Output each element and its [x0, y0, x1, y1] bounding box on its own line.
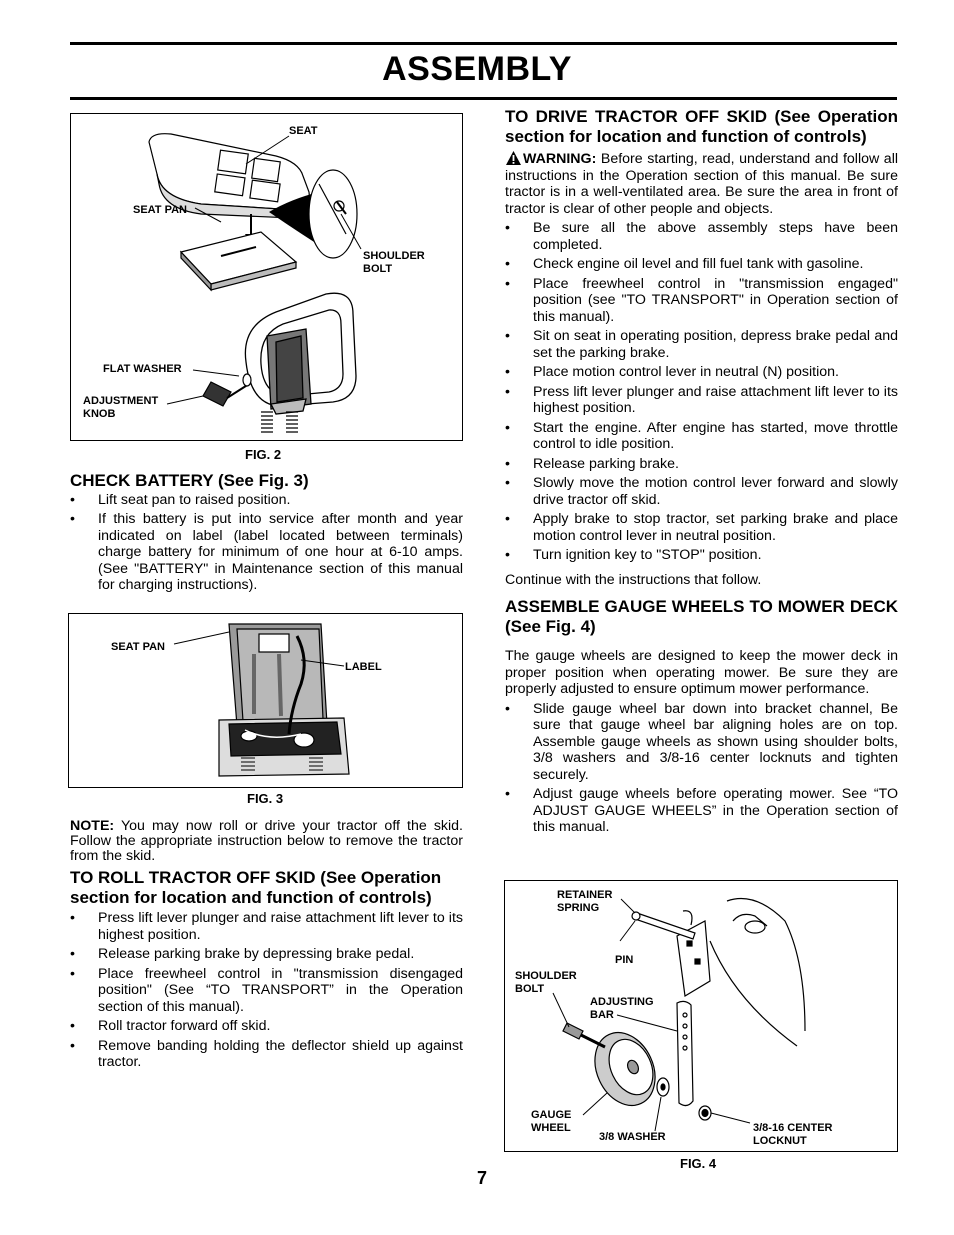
- figure-4-caption: FIG. 4: [680, 1156, 717, 1171]
- list-item: • Remove banding holding the deflector shield up against tractor.: [70, 1038, 463, 1071]
- list-item: • If this battery is put into service after month and year indicated on label (label located between terminals) charge battery for minimum of one hour at 6-10 amps. (See "BATTERY" in Maintenance section of this manual for charging instructions).: [70, 511, 463, 594]
- continue-text: Continue with the instructions that follow.: [505, 571, 762, 588]
- list-item: • Press lift lever plunger and raise attachment lift lever to its highest position.: [70, 910, 463, 943]
- list-item: • Release parking brake.: [505, 456, 898, 473]
- list-item: • Roll tractor forward off skid.: [70, 1018, 463, 1035]
- drive-off-section: [505, 107, 898, 839]
- label-retainer-spring-line2: SPRING: [557, 902, 600, 914]
- gauge-wheels-heading: ASSEMBLE GAUGE WHEELS TO MOWER DECK (See Fig. 4): [505, 597, 898, 636]
- figure-3-caption: FIG. 3: [247, 791, 284, 806]
- adjusting-bar-drawing: [677, 1001, 693, 1105]
- gauge-wheels-intro: The gauge wheels are designed to keep the mower deck in proper position when operating mower. Be sure they are properly adjusted to ensure optimum mower performance.: [505, 648, 898, 697]
- pin-drawing: [632, 911, 695, 939]
- figure-2: [70, 113, 463, 441]
- warning-icon: [505, 150, 522, 166]
- mower-deck-drawing: [710, 899, 805, 1047]
- warning-label: WARNING:: [523, 151, 597, 167]
- label-gauge-wheel-line2: WHEEL: [531, 1122, 571, 1134]
- label-retainer-spring-line1: RETAINER: [557, 889, 613, 901]
- washer-drawing: [657, 1078, 669, 1096]
- list-item: • Adjust gauge wheels before operating mower. See “TO ADJUST GAUGE WHEELS” in the Operation section of this manual.: [505, 786, 898, 836]
- seat-pan-raised-drawing: [245, 293, 356, 414]
- figure-2-caption: FIG. 2: [245, 447, 282, 462]
- list-item: • Sit on seat in operating position, depress brake pedal and set the parking brake.: [505, 328, 898, 361]
- figure-3: [68, 613, 463, 788]
- label-washer: 3/8 WASHER: [599, 1131, 666, 1143]
- label-shoulder-bolt-line1: SHOULDER: [363, 250, 425, 262]
- drive-off-list: [505, 220, 898, 564]
- seat-pan-drawing: [181, 232, 296, 290]
- list-item: • Slowly move the motion control lever forward and slowly drive tractor off skid.: [505, 475, 898, 508]
- label-shoulder-bolt-line2: BOLT: [363, 263, 393, 275]
- label-label: LABEL: [345, 661, 382, 673]
- label-adjustment-knob-line1: ADJUSTMENT: [83, 395, 159, 407]
- label-locknut-line2: LOCKNUT: [753, 1135, 807, 1147]
- list-item: • Press lift lever plunger and raise attachment lift lever to its highest position.: [505, 384, 898, 417]
- list-item: • Place motion control lever in neutral (N) position.: [505, 364, 898, 381]
- list-item: • Check engine oil level and fill fuel tank with gasoline.: [505, 256, 898, 273]
- seat-assembly-diagram: [71, 114, 461, 439]
- label-adjusting-bar-line1: ADJUSTING: [590, 996, 654, 1008]
- label-pin: PIN: [615, 954, 634, 966]
- drive-off-heading: TO DRIVE TRACTOR OFF SKID (See Operation section for location and function of controls): [505, 107, 898, 146]
- check-battery-section: [70, 471, 463, 597]
- springs-drawing: [261, 412, 298, 432]
- list-item: • Apply brake to stop tractor, set parking brake and place motion control lever in neutral position.: [505, 511, 898, 544]
- gauge-wheels-list: [505, 701, 898, 836]
- label-adjustment-knob-line2: KNOB: [83, 408, 116, 420]
- label-adjusting-bar-line2: BAR: [590, 1009, 614, 1021]
- gauge-wheel-diagram: [505, 881, 896, 1150]
- label-seat: SEAT: [289, 125, 318, 137]
- note-section: [70, 819, 463, 1074]
- label-seat-pan: SEAT PAN: [133, 204, 187, 216]
- list-item: • Turn ignition key to "STOP" position.: [505, 547, 898, 564]
- seat-pan-raised-drawing: [229, 624, 327, 726]
- note-text: You may now roll or drive your tractor off the skid. Follow the appropriate instruction below to remove the tractor from the skid.: [70, 818, 463, 864]
- battery-tray-drawing: [219, 718, 349, 776]
- title-rule: [70, 97, 897, 100]
- list-item: • Be sure all the above assembly steps have been completed.: [505, 220, 898, 253]
- adjustment-knob-drawing: [203, 374, 251, 406]
- gauge-wheel-drawing: [584, 1023, 667, 1116]
- page-title: ASSEMBLY: [382, 50, 572, 88]
- check-battery-heading: CHECK BATTERY (See Fig. 3): [70, 471, 309, 490]
- top-rule: [70, 42, 897, 45]
- roll-off-list: [70, 910, 463, 1071]
- list-item: • Release parking brake by depressing brake pedal.: [70, 946, 463, 963]
- shoulder-bolt-detail: [309, 170, 357, 258]
- roll-off-heading: TO ROLL TRACTOR OFF SKID (See Operation section for location and function of controls): [70, 868, 442, 907]
- list-item: • Place freewheel control in "transmission disengaged position" (See “TO TRANSPORT” in the Operation section of this manual).: [70, 966, 463, 1016]
- label-seat-pan: SEAT PAN: [111, 641, 165, 653]
- warning-text: Before starting, read, understand and follow all instructions in the Operation section of this manual. Be sure tractor is in a well-ventilated area. Be sure the area in front of tractor is clear of other people and objects.: [505, 151, 898, 217]
- check-battery-list: [70, 492, 463, 594]
- list-item: • Lift seat pan to raised position.: [70, 492, 463, 509]
- label-shoulder-bolt-line1: SHOULDER: [515, 970, 577, 982]
- label-locknut-line1: 3/8-16 CENTER: [753, 1122, 833, 1134]
- page-number: 7: [477, 1168, 488, 1188]
- list-item: • Place freewheel control in "transmission engaged" position (see "TO TRANSPORT" in Operation section of this manual).: [505, 276, 898, 326]
- list-item: • Slide gauge wheel bar down into bracket channel, Be sure that gauge wheel bar aligning holes are on top. Assemble gauge wheels as shown using shoulder bolts, 3/8 washers and 3/8-16 center locknuts and tighten securely.: [505, 701, 898, 784]
- note-label: NOTE:: [70, 818, 115, 834]
- list-item: • Start the engine. After engine has started, move throttle control to idle position.: [505, 420, 898, 453]
- label-gauge-wheel-line1: GAUGE: [531, 1109, 572, 1121]
- label-flat-washer: FLAT WASHER: [103, 363, 182, 375]
- figure-4: [504, 880, 898, 1152]
- battery-diagram: [69, 614, 461, 786]
- warning-paragraph: [505, 150, 898, 217]
- label-shoulder-bolt-line2: BOLT: [515, 983, 545, 995]
- locknut-drawing: [699, 1106, 711, 1120]
